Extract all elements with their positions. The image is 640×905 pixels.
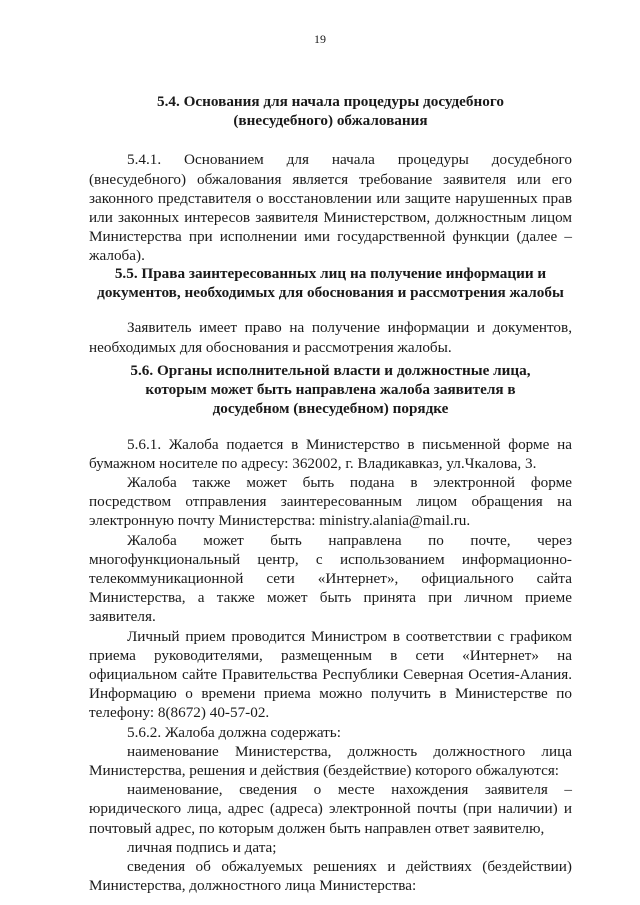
list-item-ministry-name: наименование Министерства, должность должностного лица Министерства, решения и действия (бездействие) которого обжалуются:	[89, 742, 572, 780]
paragraph-channels: Жалоба может быть направлена по почте, через многофункциональный центр, с использованием информационно-телекоммуникационной сети «Интернет», официального сайта Министерства, а также может быть принята при личном приеме заявителя.	[89, 531, 572, 626]
section-5-6-heading: 5.6. Органы исполнительной власти и должностные лица, которым может быть направлена жалоба заявителя в досудебном (внесудебном) порядке	[130, 362, 531, 418]
section-5-5-heading: 5.5. Права заинтересованных лиц на получение информации и документов, необходимых для обоснования и рассмотрения жалобы	[97, 265, 564, 302]
list-item-applicant-info: наименование, сведения о месте нахождения заявителя – юридического лица, адрес (адреса) электронной почты (при наличии) и почтовый адрес, по которым должен быть направлен ответ заявителю,	[89, 781, 572, 837]
list-item-signature: личная подпись и дата;	[127, 838, 277, 856]
page-number: 19	[314, 32, 326, 46]
section-5-5	[89, 264, 572, 357]
paragraph-5-6-2: 5.6.2. Жалоба должна содержать:	[127, 723, 341, 741]
section-5-4-heading: 5.4. Основания для начала процедуры досудебного (внесудебного) обжалования	[157, 93, 504, 130]
paragraph-personal-reception: Личный прием проводится Министром в соответствии с графиком приема руководителями, размещенным в сети «Интернет» на официальном сайте Правительства Республики Северная Осетия-Алания. Информацию о времени приема можно получить в Министерстве по телефону: 8(8672) 40-57-02.	[89, 627, 572, 722]
section-5-4	[89, 92, 572, 266]
paragraph-5-5: Заявитель имеет право на получение информации и документов, необходимых для обоснования и рассмотрения жалобы.	[89, 319, 572, 356]
paragraph-5-4-1: 5.4.1. Основанием для начала процедуры досудебного (внесудебного) обжалования является требование заявителя или его законного представителя о восстановлении или защите нарушенных прав или законных интересов заявителя Министерством, должностным лицом Министерства при исполнении ими государственной функции (далее – жалоба).	[89, 151, 572, 265]
list-item-decisions: сведения об обжалуемых решениях и действиях (бездействии) Министерства, должностного лица Министерства:	[89, 858, 572, 895]
section-5-6	[89, 361, 572, 895]
paragraph-email: Жалоба также может быть подана в электронной форме посредством отправления заинтересованным лицом обращения на электронную почту Министерства: ministry.alania@mail.ru.	[89, 474, 572, 530]
paragraph-5-6-1: 5.6.1. Жалоба подается в Министерство в письменной форме на бумажном носителе по адресу: 362002, г. Владикавказ, ул.Чкалова, 3.	[89, 435, 572, 472]
